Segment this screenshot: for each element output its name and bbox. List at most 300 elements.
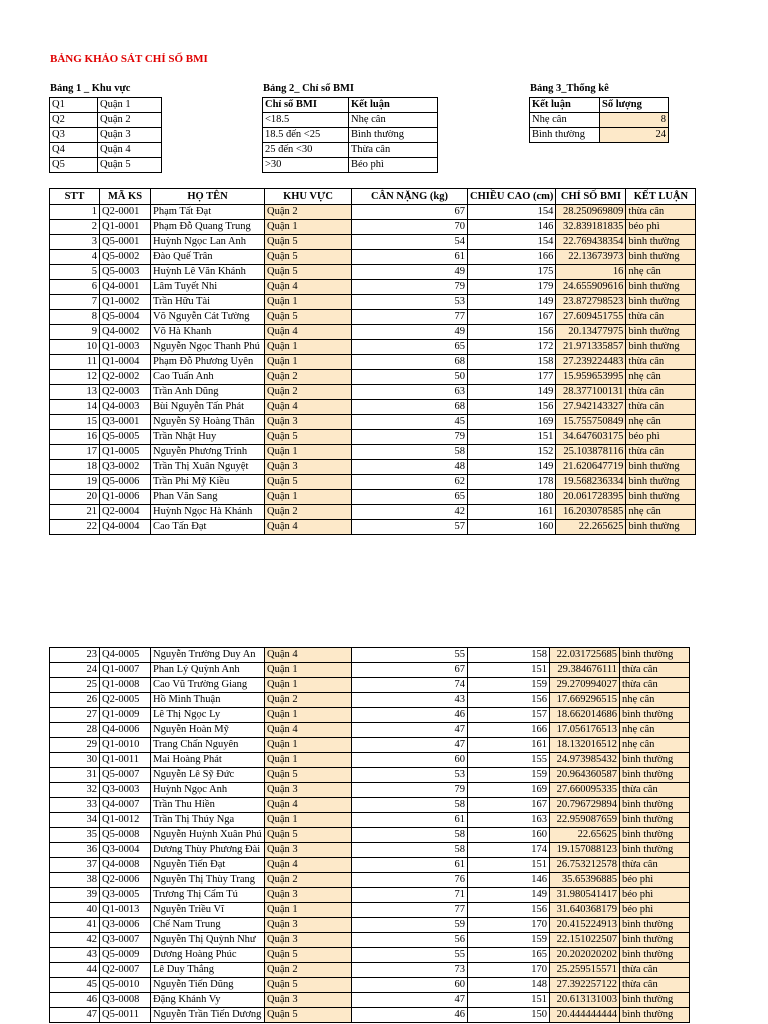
- weight-cell[interactable]: 48: [352, 460, 468, 475]
- name-cell[interactable]: Trần Thu Hiền: [151, 798, 265, 813]
- bmi-cell[interactable]: 32.839181835: [556, 220, 626, 235]
- height-cell[interactable]: 156: [468, 903, 550, 918]
- area-name-cell[interactable]: Quận 3: [98, 128, 162, 143]
- area-cell[interactable]: Quận 2: [265, 693, 352, 708]
- name-cell[interactable]: Võ Nguyễn Cát Tường: [151, 310, 265, 325]
- weight-cell[interactable]: 46: [352, 1008, 468, 1023]
- area-cell[interactable]: Quận 3: [265, 460, 352, 475]
- bmi-range-cell[interactable]: 18.5 đến <25: [263, 128, 349, 143]
- survey-code-cell[interactable]: Q1-0007: [100, 663, 151, 678]
- stt-cell[interactable]: 43: [50, 948, 100, 963]
- stt-cell[interactable]: 37: [50, 858, 100, 873]
- area-cell[interactable]: Quận 1: [265, 678, 352, 693]
- bmi-cell[interactable]: 29.270994027: [550, 678, 620, 693]
- area-cell[interactable]: Quận 1: [265, 903, 352, 918]
- conclusion-cell[interactable]: thừa cân: [626, 385, 696, 400]
- bmi-cell[interactable]: 20.444444444: [550, 1008, 620, 1023]
- weight-cell[interactable]: 60: [352, 753, 468, 768]
- bmi-cell[interactable]: 15.959653995: [556, 370, 626, 385]
- area-cell[interactable]: Quận 4: [265, 325, 352, 340]
- bmi-cell[interactable]: 25.103878116: [556, 445, 626, 460]
- name-cell[interactable]: Trần Hữu Tài: [151, 295, 265, 310]
- area-cell[interactable]: Quận 3: [265, 888, 352, 903]
- area-cell[interactable]: Quận 5: [265, 475, 352, 490]
- conclusion-cell[interactable]: thừa cân: [620, 783, 690, 798]
- column-header[interactable]: KẾT LUẬN: [626, 189, 696, 205]
- survey-code-cell[interactable]: Q1-0001: [100, 220, 151, 235]
- survey-code-cell[interactable]: Q5-0003: [100, 265, 151, 280]
- stt-cell[interactable]: 3: [50, 235, 100, 250]
- conclusion-cell[interactable]: bình thường: [620, 768, 690, 783]
- name-cell[interactable]: Phạm Đỗ Phương Uyên: [151, 355, 265, 370]
- survey-code-cell[interactable]: Q2-0006: [100, 873, 151, 888]
- conclusion-cell[interactable]: bình thường: [620, 813, 690, 828]
- area-name-cell[interactable]: Quận 1: [98, 98, 162, 113]
- stt-cell[interactable]: 17: [50, 445, 100, 460]
- area-cell[interactable]: Quận 2: [265, 385, 352, 400]
- height-cell[interactable]: 157: [468, 708, 550, 723]
- area-cell[interactable]: Quận 2: [265, 205, 352, 220]
- name-cell[interactable]: Dương Hoàng Phúc: [151, 948, 265, 963]
- survey-code-cell[interactable]: Q1-0012: [100, 813, 151, 828]
- height-cell[interactable]: 149: [468, 888, 550, 903]
- name-cell[interactable]: Đào Quế Trân: [151, 250, 265, 265]
- bmi-cell[interactable]: 22.959087659: [550, 813, 620, 828]
- column-header[interactable]: Kết luận: [349, 98, 438, 113]
- weight-cell[interactable]: 68: [352, 355, 468, 370]
- name-cell[interactable]: Phạm Đỗ Quang Trung: [151, 220, 265, 235]
- name-cell[interactable]: Đặng Khánh Vy: [151, 993, 265, 1008]
- weight-cell[interactable]: 65: [352, 490, 468, 505]
- bmi-cell[interactable]: 24.655909616: [556, 280, 626, 295]
- stt-cell[interactable]: 38: [50, 873, 100, 888]
- bmi-cell[interactable]: 21.620647719: [556, 460, 626, 475]
- height-cell[interactable]: 149: [468, 460, 556, 475]
- survey-code-cell[interactable]: Q5-0010: [100, 978, 151, 993]
- conclusion-cell[interactable]: bình thường: [620, 933, 690, 948]
- stt-cell[interactable]: 41: [50, 918, 100, 933]
- bmi-cell[interactable]: 24.973985432: [550, 753, 620, 768]
- area-cell[interactable]: Quận 1: [265, 738, 352, 753]
- stt-cell[interactable]: 12: [50, 370, 100, 385]
- stt-cell[interactable]: 18: [50, 460, 100, 475]
- conclusion-cell[interactable]: bình thường: [626, 250, 696, 265]
- stt-cell[interactable]: 28: [50, 723, 100, 738]
- height-cell[interactable]: 152: [468, 445, 556, 460]
- name-cell[interactable]: Nguyễn Sỹ Hoàng Thân: [151, 415, 265, 430]
- height-cell[interactable]: 149: [468, 295, 556, 310]
- bmi-cell[interactable]: 20.202020202: [550, 948, 620, 963]
- bmi-cell[interactable]: 20.13477975: [556, 325, 626, 340]
- area-cell[interactable]: Quận 2: [265, 873, 352, 888]
- area-cell[interactable]: Quận 5: [265, 1008, 352, 1023]
- survey-code-cell[interactable]: Q1-0003: [100, 340, 151, 355]
- area-code-cell[interactable]: Q1: [50, 98, 98, 113]
- bmi-cell[interactable]: 21.971335857: [556, 340, 626, 355]
- area-name-cell[interactable]: Quận 5: [98, 158, 162, 173]
- name-cell[interactable]: Trương Thị Cẩm Tú: [151, 888, 265, 903]
- name-cell[interactable]: Nguyễn Ngọc Thanh Phú: [151, 340, 265, 355]
- name-cell[interactable]: Nguyễn Thị Quỳnh Như: [151, 933, 265, 948]
- bmi-cell[interactable]: 22.769438354: [556, 235, 626, 250]
- bmi-cell[interactable]: 22.031725685: [550, 648, 620, 663]
- area-cell[interactable]: Quận 3: [265, 783, 352, 798]
- height-cell[interactable]: 159: [468, 678, 550, 693]
- name-cell[interactable]: Huỳnh Ngọc Lan Anh: [151, 235, 265, 250]
- conclusion-cell[interactable]: nhẹ cân: [626, 370, 696, 385]
- survey-code-cell[interactable]: Q1-0006: [100, 490, 151, 505]
- height-cell[interactable]: 165: [468, 948, 550, 963]
- name-cell[interactable]: Trần Phi Mỹ Kiều: [151, 475, 265, 490]
- height-cell[interactable]: 159: [468, 768, 550, 783]
- stt-cell[interactable]: 19: [50, 475, 100, 490]
- area-cell[interactable]: Quận 2: [265, 963, 352, 978]
- height-cell[interactable]: 150: [468, 1008, 550, 1023]
- height-cell[interactable]: 170: [468, 918, 550, 933]
- survey-code-cell[interactable]: Q3-0001: [100, 415, 151, 430]
- area-cell[interactable]: Quận 4: [265, 520, 352, 535]
- conclusion-cell[interactable]: nhẹ cân: [626, 415, 696, 430]
- name-cell[interactable]: Huỳnh Lê Văn Khánh: [151, 265, 265, 280]
- weight-cell[interactable]: 68: [352, 400, 468, 415]
- conclusion-cell[interactable]: béo phì: [626, 220, 696, 235]
- bmi-cell[interactable]: 17.669296515: [550, 693, 620, 708]
- area-cell[interactable]: Quận 4: [265, 798, 352, 813]
- conclusion-cell[interactable]: bình thường: [620, 843, 690, 858]
- stt-cell[interactable]: 47: [50, 1008, 100, 1023]
- weight-cell[interactable]: 47: [352, 993, 468, 1008]
- weight-cell[interactable]: 60: [352, 978, 468, 993]
- survey-code-cell[interactable]: Q3-0006: [100, 918, 151, 933]
- stt-cell[interactable]: 14: [50, 400, 100, 415]
- area-cell[interactable]: Quận 3: [265, 918, 352, 933]
- area-name-cell[interactable]: Quận 2: [98, 113, 162, 128]
- count-cell[interactable]: 24: [600, 128, 669, 143]
- conclusion-cell[interactable]: bình thường: [620, 648, 690, 663]
- area-cell[interactable]: Quận 4: [265, 648, 352, 663]
- area-cell[interactable]: Quận 4: [265, 858, 352, 873]
- stt-cell[interactable]: 34: [50, 813, 100, 828]
- name-cell[interactable]: Nguyễn Lê Sỹ Đức: [151, 768, 265, 783]
- area-cell[interactable]: Quận 5: [265, 828, 352, 843]
- name-cell[interactable]: Lê Thị Ngọc Ly: [151, 708, 265, 723]
- bmi-cell[interactable]: 16: [556, 265, 626, 280]
- stt-cell[interactable]: 31: [50, 768, 100, 783]
- weight-cell[interactable]: 79: [352, 430, 468, 445]
- conclusion-cell[interactable]: Thừa cân: [349, 143, 438, 158]
- conclusion-cell[interactable]: bình thường: [620, 798, 690, 813]
- height-cell[interactable]: 156: [468, 400, 556, 415]
- survey-code-cell[interactable]: Q4-0004: [100, 520, 151, 535]
- height-cell[interactable]: 160: [468, 520, 556, 535]
- area-cell[interactable]: Quận 3: [265, 993, 352, 1008]
- weight-cell[interactable]: 67: [352, 663, 468, 678]
- column-header[interactable]: CHỈ SỐ BMI: [556, 189, 626, 205]
- bmi-cell[interactable]: 22.265625: [556, 520, 626, 535]
- survey-code-cell[interactable]: Q4-0007: [100, 798, 151, 813]
- stt-cell[interactable]: 10: [50, 340, 100, 355]
- area-cell[interactable]: Quận 5: [265, 948, 352, 963]
- conclusion-cell[interactable]: bình thường: [626, 490, 696, 505]
- weight-cell[interactable]: 71: [352, 888, 468, 903]
- bmi-cell[interactable]: 28.377100131: [556, 385, 626, 400]
- bmi-cell[interactable]: 26.753212578: [550, 858, 620, 873]
- stt-cell[interactable]: 40: [50, 903, 100, 918]
- stt-cell[interactable]: 7: [50, 295, 100, 310]
- bmi-cell[interactable]: 20.796729894: [550, 798, 620, 813]
- survey-code-cell[interactable]: Q2-0001: [100, 205, 151, 220]
- weight-cell[interactable]: 76: [352, 873, 468, 888]
- survey-code-cell[interactable]: Q4-0001: [100, 280, 151, 295]
- stt-cell[interactable]: 27: [50, 708, 100, 723]
- area-cell[interactable]: Quận 3: [265, 933, 352, 948]
- weight-cell[interactable]: 58: [352, 843, 468, 858]
- name-cell[interactable]: Trang Chấn Nguyên: [151, 738, 265, 753]
- conclusion-cell[interactable]: thừa cân: [626, 310, 696, 325]
- height-cell[interactable]: 151: [468, 858, 550, 873]
- stt-cell[interactable]: 24: [50, 663, 100, 678]
- conclusion-cell[interactable]: bình thường: [620, 918, 690, 933]
- stt-cell[interactable]: 44: [50, 963, 100, 978]
- stt-cell[interactable]: 9: [50, 325, 100, 340]
- column-header[interactable]: Kết luận: [530, 98, 600, 113]
- weight-cell[interactable]: 43: [352, 693, 468, 708]
- bmi-cell[interactable]: 22.151022507: [550, 933, 620, 948]
- bmi-cell[interactable]: 31.980541417: [550, 888, 620, 903]
- survey-code-cell[interactable]: Q5-0004: [100, 310, 151, 325]
- weight-cell[interactable]: 55: [352, 948, 468, 963]
- height-cell[interactable]: 159: [468, 933, 550, 948]
- weight-cell[interactable]: 49: [352, 265, 468, 280]
- area-cell[interactable]: Quận 5: [265, 310, 352, 325]
- weight-cell[interactable]: 58: [352, 828, 468, 843]
- bmi-cell[interactable]: 35.65396885: [550, 873, 620, 888]
- stt-cell[interactable]: 4: [50, 250, 100, 265]
- height-cell[interactable]: 166: [468, 723, 550, 738]
- conclusion-cell[interactable]: bình thường: [620, 753, 690, 768]
- height-cell[interactable]: 167: [468, 310, 556, 325]
- height-cell[interactable]: 149: [468, 385, 556, 400]
- bmi-cell[interactable]: 20.415224913: [550, 918, 620, 933]
- area-cell[interactable]: Quận 5: [265, 430, 352, 445]
- weight-cell[interactable]: 79: [352, 280, 468, 295]
- area-cell[interactable]: Quận 2: [265, 370, 352, 385]
- survey-code-cell[interactable]: Q4-0005: [100, 648, 151, 663]
- height-cell[interactable]: 158: [468, 648, 550, 663]
- area-cell[interactable]: Quận 1: [265, 663, 352, 678]
- survey-code-cell[interactable]: Q2-0007: [100, 963, 151, 978]
- weight-cell[interactable]: 62: [352, 475, 468, 490]
- stt-cell[interactable]: 45: [50, 978, 100, 993]
- weight-cell[interactable]: 65: [352, 340, 468, 355]
- survey-code-cell[interactable]: Q2-0003: [100, 385, 151, 400]
- stt-cell[interactable]: 29: [50, 738, 100, 753]
- stt-cell[interactable]: 22: [50, 520, 100, 535]
- survey-code-cell[interactable]: Q2-0005: [100, 693, 151, 708]
- height-cell[interactable]: 172: [468, 340, 556, 355]
- weight-cell[interactable]: 50: [352, 370, 468, 385]
- bmi-range-cell[interactable]: <18.5: [263, 113, 349, 128]
- stt-cell[interactable]: 8: [50, 310, 100, 325]
- conclusion-cell[interactable]: béo phì: [620, 888, 690, 903]
- column-header[interactable]: STT: [50, 189, 100, 205]
- height-cell[interactable]: 169: [468, 783, 550, 798]
- area-cell[interactable]: Quận 5: [265, 265, 352, 280]
- conclusion-cell[interactable]: nhẹ cân: [620, 738, 690, 753]
- name-cell[interactable]: Trần Anh Dũng: [151, 385, 265, 400]
- survey-code-cell[interactable]: Q1-0009: [100, 708, 151, 723]
- weight-cell[interactable]: 79: [352, 783, 468, 798]
- stt-cell[interactable]: 25: [50, 678, 100, 693]
- bmi-cell[interactable]: 27.660095335: [550, 783, 620, 798]
- weight-cell[interactable]: 73: [352, 963, 468, 978]
- weight-cell[interactable]: 47: [352, 723, 468, 738]
- area-cell[interactable]: Quận 3: [265, 415, 352, 430]
- height-cell[interactable]: 148: [468, 978, 550, 993]
- survey-code-cell[interactable]: Q5-0011: [100, 1008, 151, 1023]
- conclusion-cell[interactable]: nhẹ cân: [620, 693, 690, 708]
- survey-code-cell[interactable]: Q3-0005: [100, 888, 151, 903]
- height-cell[interactable]: 146: [468, 873, 550, 888]
- bmi-cell[interactable]: 25.259515571: [550, 963, 620, 978]
- height-cell[interactable]: 167: [468, 798, 550, 813]
- survey-code-cell[interactable]: Q5-0005: [100, 430, 151, 445]
- conclusion-cell[interactable]: thừa cân: [620, 663, 690, 678]
- height-cell[interactable]: 180: [468, 490, 556, 505]
- weight-cell[interactable]: 59: [352, 918, 468, 933]
- conclusion-cell[interactable]: thừa cân: [626, 355, 696, 370]
- name-cell[interactable]: Nguyễn Trường Duy An: [151, 648, 265, 663]
- name-cell[interactable]: Nguyễn Tiến Đạt: [151, 858, 265, 873]
- area-cell[interactable]: Quận 4: [265, 723, 352, 738]
- survey-code-cell[interactable]: Q5-0001: [100, 235, 151, 250]
- bmi-cell[interactable]: 22.13673973: [556, 250, 626, 265]
- conclusion-cell[interactable]: béo phì: [620, 903, 690, 918]
- area-cell[interactable]: Quận 1: [265, 445, 352, 460]
- bmi-cell[interactable]: 19.157088123: [550, 843, 620, 858]
- bmi-cell[interactable]: 31.640368179: [550, 903, 620, 918]
- area-name-cell[interactable]: Quận 4: [98, 143, 162, 158]
- stt-cell[interactable]: 11: [50, 355, 100, 370]
- conclusion-cell[interactable]: Bình thường: [349, 128, 438, 143]
- height-cell[interactable]: 155: [468, 753, 550, 768]
- bmi-cell[interactable]: 16.203078585: [556, 505, 626, 520]
- weight-cell[interactable]: 46: [352, 708, 468, 723]
- conclusion-cell[interactable]: thừa cân: [620, 858, 690, 873]
- weight-cell[interactable]: 49: [352, 325, 468, 340]
- weight-cell[interactable]: 42: [352, 505, 468, 520]
- stt-cell[interactable]: 2: [50, 220, 100, 235]
- name-cell[interactable]: Nguyễn Trần Tiến Dương: [151, 1008, 265, 1023]
- column-header[interactable]: KHU VỰC: [265, 189, 352, 205]
- area-cell[interactable]: Quận 5: [265, 250, 352, 265]
- conclusion-cell[interactable]: bình thường: [626, 520, 696, 535]
- area-cell[interactable]: Quận 1: [265, 340, 352, 355]
- area-cell[interactable]: Quận 1: [265, 490, 352, 505]
- bmi-cell[interactable]: 22.65625: [550, 828, 620, 843]
- conclusion-cell[interactable]: bình thường: [626, 280, 696, 295]
- weight-cell[interactable]: 53: [352, 295, 468, 310]
- name-cell[interactable]: Huỳnh Ngọc Hà Khánh: [151, 505, 265, 520]
- survey-code-cell[interactable]: Q5-0006: [100, 475, 151, 490]
- height-cell[interactable]: 156: [468, 325, 556, 340]
- survey-code-cell[interactable]: Q2-0004: [100, 505, 151, 520]
- height-cell[interactable]: 179: [468, 280, 556, 295]
- stt-cell[interactable]: 26: [50, 693, 100, 708]
- height-cell[interactable]: 151: [468, 663, 550, 678]
- bmi-cell[interactable]: 20.061728395: [556, 490, 626, 505]
- column-header[interactable]: Chỉ số BMI: [263, 98, 349, 113]
- area-cell[interactable]: Quận 4: [265, 280, 352, 295]
- survey-code-cell[interactable]: Q5-0002: [100, 250, 151, 265]
- bmi-range-cell[interactable]: 25 đến <30: [263, 143, 349, 158]
- stt-cell[interactable]: 42: [50, 933, 100, 948]
- bmi-cell[interactable]: 27.392257122: [550, 978, 620, 993]
- stt-cell[interactable]: 32: [50, 783, 100, 798]
- conclusion-cell[interactable]: nhẹ cân: [626, 265, 696, 280]
- stt-cell[interactable]: 20: [50, 490, 100, 505]
- name-cell[interactable]: Nguyễn Tiến Dũng: [151, 978, 265, 993]
- height-cell[interactable]: 170: [468, 963, 550, 978]
- conclusion-cell[interactable]: nhẹ cân: [626, 505, 696, 520]
- column-header[interactable]: CHIỀU CAO (cm): [468, 189, 556, 205]
- conclusion-cell[interactable]: bình thường: [620, 828, 690, 843]
- survey-code-cell[interactable]: Q4-0003: [100, 400, 151, 415]
- weight-cell[interactable]: 58: [352, 798, 468, 813]
- height-cell[interactable]: 175: [468, 265, 556, 280]
- bmi-cell[interactable]: 29.384676111: [550, 663, 620, 678]
- stt-cell[interactable]: 39: [50, 888, 100, 903]
- stt-cell[interactable]: 30: [50, 753, 100, 768]
- conclusion-cell[interactable]: bình thường: [626, 460, 696, 475]
- survey-code-cell[interactable]: Q1-0005: [100, 445, 151, 460]
- name-cell[interactable]: Nguyễn Triều Vĩ: [151, 903, 265, 918]
- weight-cell[interactable]: 53: [352, 768, 468, 783]
- weight-cell[interactable]: 61: [352, 250, 468, 265]
- area-cell[interactable]: Quận 1: [265, 220, 352, 235]
- stt-cell[interactable]: 46: [50, 993, 100, 1008]
- name-cell[interactable]: Phan Lý Quỳnh Anh: [151, 663, 265, 678]
- stt-cell[interactable]: 36: [50, 843, 100, 858]
- weight-cell[interactable]: 61: [352, 858, 468, 873]
- stt-cell[interactable]: 6: [50, 280, 100, 295]
- bmi-cell[interactable]: 27.609451755: [556, 310, 626, 325]
- survey-code-cell[interactable]: Q3-0008: [100, 993, 151, 1008]
- survey-code-cell[interactable]: Q4-0006: [100, 723, 151, 738]
- stt-cell[interactable]: 35: [50, 828, 100, 843]
- bmi-cell[interactable]: 17.056176513: [550, 723, 620, 738]
- weight-cell[interactable]: 54: [352, 235, 468, 250]
- weight-cell[interactable]: 61: [352, 813, 468, 828]
- conclusion-cell[interactable]: bình thường: [626, 475, 696, 490]
- name-cell[interactable]: Cao Vũ Trường Giang: [151, 678, 265, 693]
- weight-cell[interactable]: 63: [352, 385, 468, 400]
- weight-cell[interactable]: 55: [352, 648, 468, 663]
- name-cell[interactable]: Trần Nhật Huy: [151, 430, 265, 445]
- bmi-cell[interactable]: 23.872798523: [556, 295, 626, 310]
- conclusion-cell[interactable]: nhẹ cân: [620, 723, 690, 738]
- area-cell[interactable]: Quận 1: [265, 295, 352, 310]
- bmi-cell[interactable]: 34.647603175: [556, 430, 626, 445]
- area-cell[interactable]: Quận 3: [265, 843, 352, 858]
- conclusion-cell[interactable]: bình thường: [626, 340, 696, 355]
- name-cell[interactable]: Phạm Tất Đạt: [151, 205, 265, 220]
- stt-cell[interactable]: 1: [50, 205, 100, 220]
- bmi-cell[interactable]: 19.568236334: [556, 475, 626, 490]
- conclusion-cell[interactable]: bình thường: [626, 295, 696, 310]
- weight-cell[interactable]: 67: [352, 205, 468, 220]
- stt-cell[interactable]: 23: [50, 648, 100, 663]
